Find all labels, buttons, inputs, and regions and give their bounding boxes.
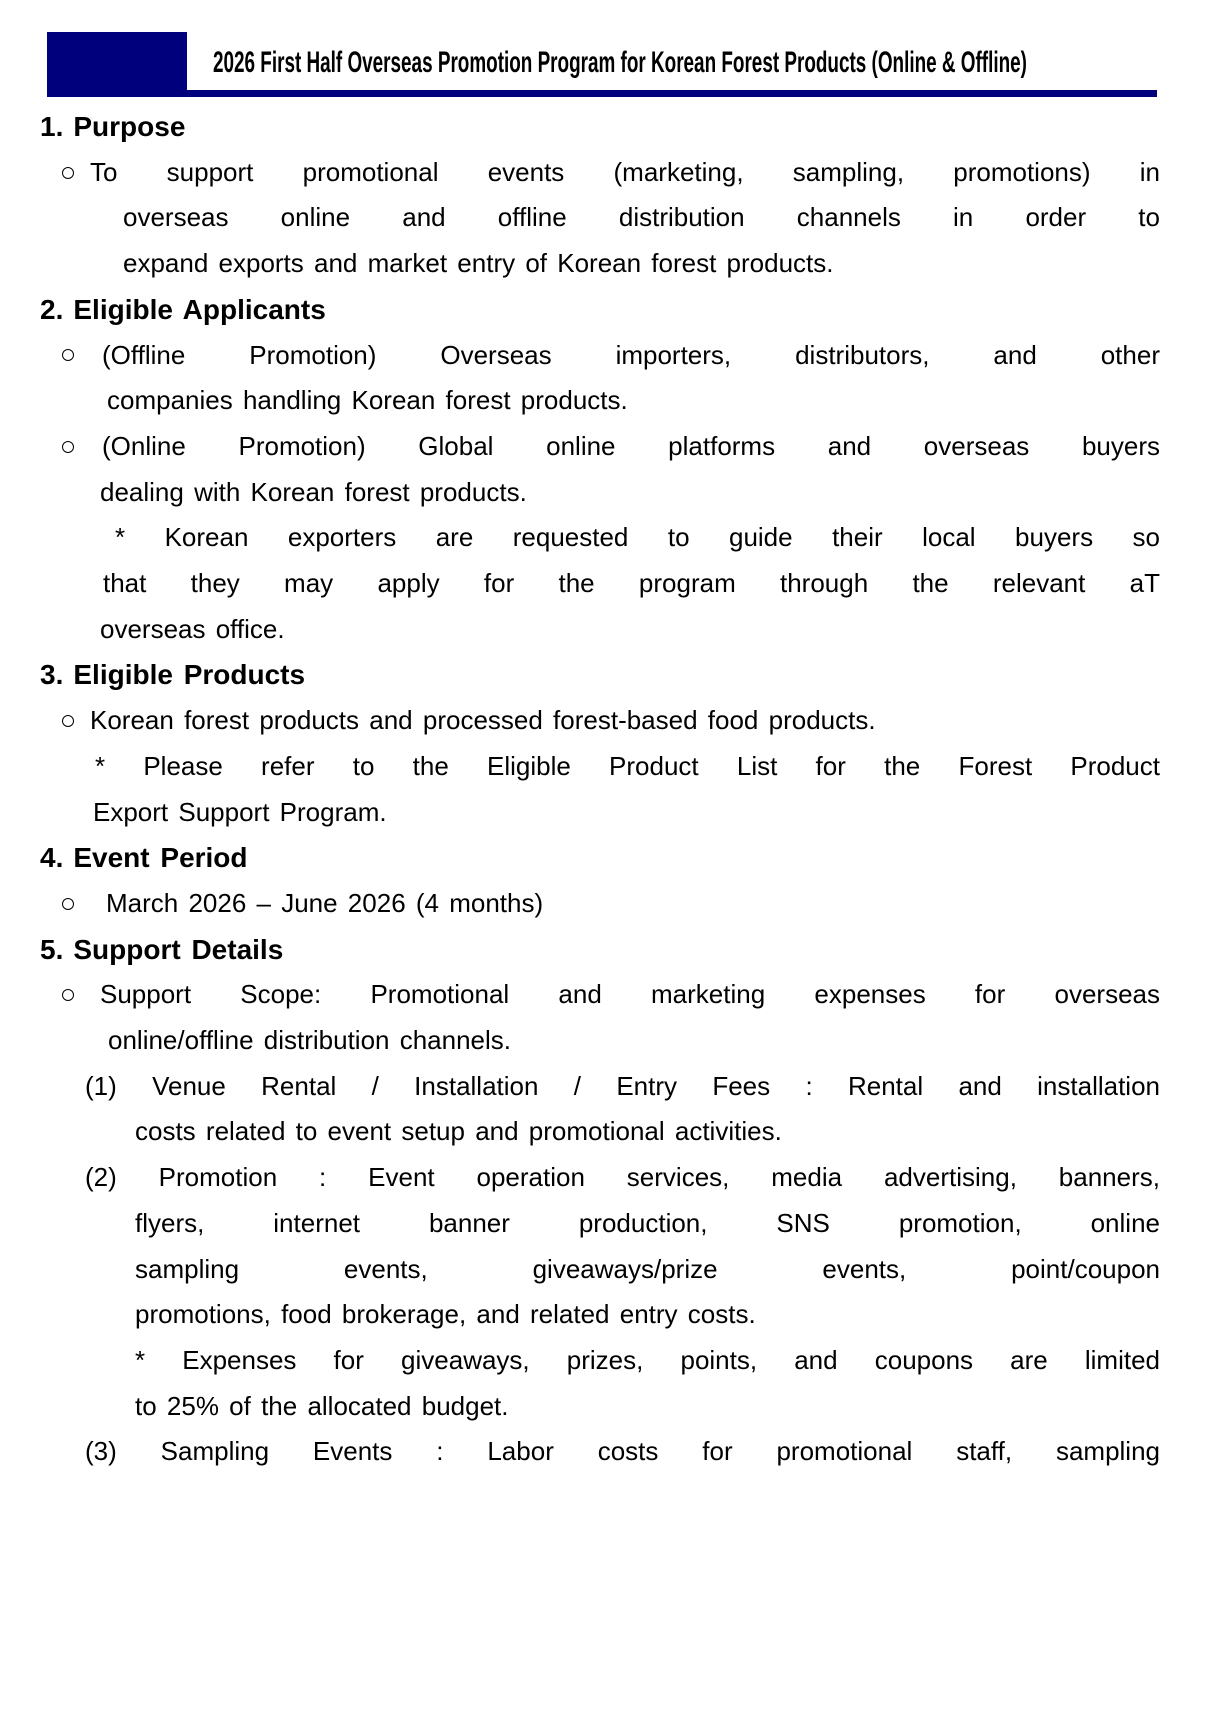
eligible-products-item-line — [40, 698, 1160, 744]
support-detail-2-line: (2) Promotion : Event operation services, media advertising, banners, — [85, 1162, 1160, 1193]
section-heading-purpose — [40, 104, 1160, 150]
section-heading-eligible-applicants — [40, 287, 1160, 333]
body-line: (Offline Promotion) Overseas importers, distributors, and other — [102, 339, 1160, 370]
body-line: online/offline distribution channels. — [108, 1025, 512, 1056]
bullet-cell — [40, 972, 100, 1018]
bullet-cell — [40, 150, 90, 196]
body-line: costs related to event setup and promotional activities. — [135, 1116, 782, 1147]
body-line: To support promotional events (marketing, sampling, promotions) in — [90, 156, 1160, 187]
support-scope-item-line — [40, 972, 1160, 1018]
body-line: Support Scope: Promotional and marketing expenses for overseas — [100, 979, 1160, 1010]
body-line: dealing with Korean forest products. — [100, 476, 527, 507]
circle-bullet-icon — [62, 898, 74, 910]
note-line: * Expenses for giveaways, prizes, points, and coupons are limited — [135, 1344, 1160, 1375]
body-line: expand exports and market entry of Korean forest products. — [123, 248, 834, 279]
document-title: 2026 First Half Overseas Promotion Program for Korean Forest Products (Online & Offline) — [213, 46, 1027, 79]
event-period-item-line — [40, 881, 1160, 927]
online-promotion-item-line — [40, 424, 1160, 470]
header-rule — [47, 90, 1157, 97]
circle-bullet-icon — [62, 989, 74, 1001]
section-title: Support Details — [73, 933, 284, 965]
body-line: (Online Promotion) Global online platforms and overseas buyers — [102, 430, 1160, 461]
document-body — [40, 104, 1160, 1475]
body-line: sampling events, giveaways/prize events, point/coupon — [135, 1253, 1160, 1284]
body-line: March 2026 – June 2026 (4 months) — [106, 887, 544, 918]
section-number: 4. — [40, 842, 64, 874]
section-title: Eligible Products — [73, 659, 306, 691]
section-number: 2. — [40, 293, 64, 325]
section-number: 1. — [40, 111, 64, 142]
section-heading-support-details — [40, 927, 1160, 973]
section-title: Eligible Applicants — [73, 293, 326, 325]
circle-bullet-icon — [62, 167, 74, 179]
bullet-cell — [40, 333, 102, 379]
support-detail-3-line: (3) Sampling Events : Labor costs for promotional staff, sampling — [85, 1436, 1160, 1467]
offline-promotion-item-line — [40, 333, 1160, 379]
bullet-cell — [40, 424, 102, 470]
section-heading-eligible-products — [40, 652, 1160, 698]
note-line: * Korean exporters are requested to guide their local buyers so — [115, 522, 1160, 553]
header-accent-block — [47, 32, 187, 90]
section-title: Event Period — [73, 842, 248, 874]
section-number: 3. — [40, 659, 64, 691]
circle-bullet-icon — [62, 441, 74, 453]
body-line: overseas online and offline distribution channels in order to — [123, 202, 1160, 233]
header-bar — [213, 36, 1215, 90]
purpose-item-line — [40, 150, 1160, 196]
circle-bullet-icon — [62, 349, 74, 361]
note-line: that they may apply for the program through the relevant aT — [103, 568, 1160, 599]
note-line: * Please refer to the Eligible Product List for the Forest Product — [95, 750, 1160, 781]
note-line: to 25% of the allocated budget. — [135, 1390, 509, 1421]
body-line: promotions, food brokerage, and related entry costs. — [135, 1299, 756, 1330]
body-line: flyers, internet banner production, SNS promotion, online — [135, 1207, 1160, 1238]
body-line: companies handling Korean forest products. — [107, 385, 628, 416]
support-detail-1-line: (1) Venue Rental / Installation / Entry Fees : Rental and installation — [85, 1070, 1160, 1101]
note-line: Export Support Program. — [93, 796, 387, 827]
section-heading-event-period — [40, 835, 1160, 881]
section-number: 5. — [40, 933, 64, 965]
body-line: Korean forest products and processed forest-based food products. — [90, 705, 876, 736]
bullet-cell — [40, 881, 106, 927]
circle-bullet-icon — [62, 715, 74, 727]
section-title: Purpose — [73, 111, 186, 142]
note-line: overseas office. — [100, 613, 285, 644]
bullet-cell — [40, 698, 90, 744]
